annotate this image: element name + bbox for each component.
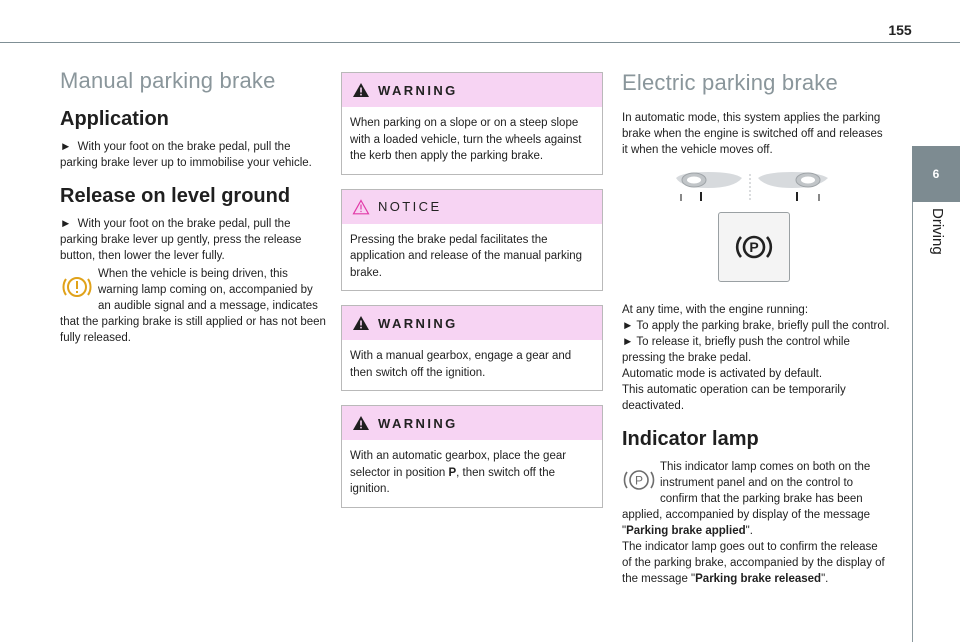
header-rule: [0, 42, 960, 43]
indicator-text: ".: [745, 525, 753, 537]
right-column: [622, 70, 890, 601]
left-hand-drive-icon: [676, 172, 742, 201]
message-applied: Parking brake applied: [626, 525, 746, 537]
left-column: [60, 68, 326, 360]
page-number: 155: [888, 22, 912, 38]
notice-text: Pressing the brake pedal facilitates the application and release of the manual parking brake.: [350, 233, 583, 279]
warning-box: [341, 405, 603, 508]
middle-column: [341, 72, 603, 522]
manual-parking-brake-title: Manual parking brake: [60, 68, 276, 93]
parking-brake-icon: [734, 230, 774, 264]
application-heading: Application: [60, 108, 169, 130]
bullet-arrow-icon: ►: [60, 218, 72, 230]
electric-intro: In automatic mode, this system applies the parking brake when the engine is switched off and releases it when the vehicle moves off.: [622, 112, 883, 156]
running-intro: At any time, with the engine running:: [622, 304, 809, 316]
warning-label: WARNING: [378, 415, 458, 431]
warning-box-header: [342, 73, 602, 107]
svg-text:P: P: [749, 239, 759, 255]
warning-text-part: With an automatic gearbox, place the gear selector in position: [350, 450, 567, 479]
default-mode-text: Automatic mode is activated by default.: [622, 368, 823, 380]
warning-label: WARNING: [378, 315, 458, 331]
warning-box-header: [342, 406, 602, 440]
warning-text-part: , then switch off the ignition.: [350, 466, 555, 495]
chapter-number: 6: [932, 167, 940, 181]
deactivate-text: This automatic operation can be temporarily deactivated.: [622, 384, 846, 412]
message-released: Parking brake released: [695, 573, 822, 585]
brake-warning-lamp-icon: [60, 270, 94, 304]
release-text: [60, 216, 326, 264]
warning-label: WARNING: [378, 82, 458, 98]
warning-triangle-icon: [352, 415, 370, 431]
warning-text: When parking on a slope or on a steep slope with a loaded vehicle, turn the wheels against the kerb then apply the parking brake.: [350, 117, 582, 162]
release-heading: Release on level ground: [60, 185, 291, 207]
bullet-arrow-icon: ►: [60, 141, 72, 153]
notice-box: [341, 189, 603, 292]
warning-lamp-paragraph: [60, 266, 326, 346]
indicator-text: ".: [821, 573, 829, 585]
indicator-text: The indicator lamp goes out to confirm the release of the parking brake, accompanied by the display of the message ": [622, 541, 885, 585]
epb-control-icon: [718, 212, 790, 282]
warning-box-header: [342, 306, 602, 340]
svg-text:P: P: [634, 473, 644, 488]
bullet-arrow-icon: ►: [622, 320, 634, 332]
steering-wheel-illustration: [672, 172, 832, 202]
release-instruction: To release it, briefly push the control while pressing the brake pedal.: [622, 336, 850, 364]
warning-box: [341, 305, 603, 391]
warning-text: [342, 440, 602, 507]
indicator-text: This indicator lamp comes on both on the instrument panel and on the control to confirm that the parking brake has been applied, accompanied by display of the message ": [622, 461, 871, 537]
parking-brake-indicator-icon: [622, 463, 656, 497]
apply-instruction: To apply the parking brake, briefly pull the control.: [636, 320, 890, 332]
lamp-text-body: When the vehicle is being driven, this warning lamp coming on, accompanied by an audible signal and a message, indicates that the parking brake is still applied or has not been fully released.: [60, 268, 326, 344]
chapter-tab[interactable]: [912, 146, 960, 202]
application-text: [60, 139, 326, 171]
warning-box: [341, 72, 603, 175]
warning-text: With a manual gearbox, engage a gear and then switch off the ignition.: [350, 350, 572, 379]
notice-triangle-icon: [352, 199, 370, 215]
electric-parking-brake-title: Electric parking brake: [622, 70, 838, 95]
release-text-body: With your foot on the brake pedal, pull the parking brake lever up gently, press the release button, then lower the lever fully.: [60, 218, 302, 262]
chapter-title: Driving: [929, 208, 946, 255]
bullet-arrow-icon: ►: [622, 336, 634, 348]
notice-label: NOTICE: [378, 199, 442, 214]
gear-position-p: P: [448, 466, 457, 479]
warning-triangle-icon: [352, 315, 370, 331]
indicator-lamp-heading: Indicator lamp: [622, 428, 759, 450]
application-text-body: With your foot on the brake pedal, pull the parking brake lever up to immobilise your vehicle.: [60, 141, 312, 169]
notice-box-header: [342, 190, 602, 224]
right-hand-drive-icon: [758, 172, 828, 201]
warning-triangle-icon: [352, 82, 370, 98]
electric-instructions: [622, 302, 890, 414]
indicator-paragraph: [622, 459, 890, 587]
